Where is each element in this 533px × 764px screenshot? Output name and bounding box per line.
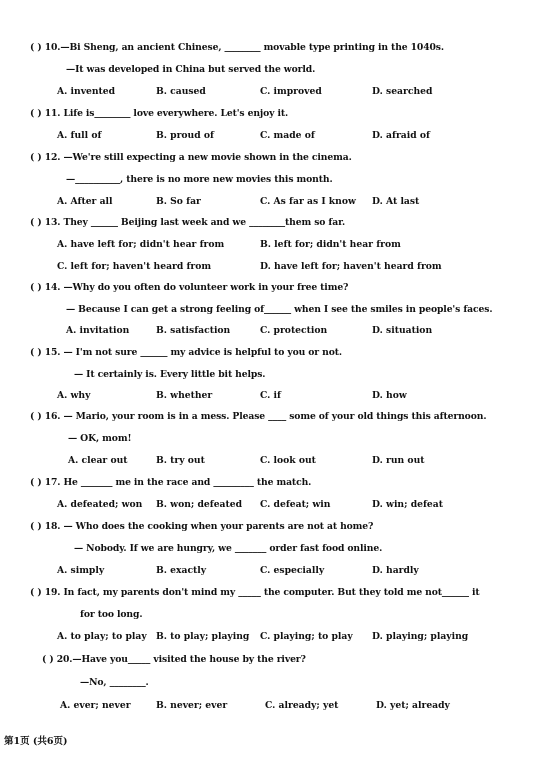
question-line: —__________, there is no more new movies this month. xyxy=(66,174,333,185)
option-c[interactable]: C. left for; haven't heard from xyxy=(57,261,212,272)
question-stem: ( ) 18. — Who does the cooking when your parents are not at home? xyxy=(30,521,374,532)
option-c[interactable]: C. playing; to play xyxy=(260,631,353,642)
question-stem: ( ) 12. —We're still expecting a new movie shown in the cinema. xyxy=(30,152,352,163)
option-c[interactable]: C. if xyxy=(260,390,281,401)
option-d[interactable]: D. playing; playing xyxy=(372,631,469,642)
option-a[interactable]: A. have left for; didn't hear from xyxy=(57,239,225,250)
question-stem: ( ) 13. They ______ Beijing last week and we ________them so far. xyxy=(30,217,346,228)
question-stem: ( ) 10.—Bi Sheng, an ancient Chinese, ________ movable type printing in the 1040s. xyxy=(30,42,444,53)
question-stem: ( ) 14. —Why do you often do volunteer work in your free time? xyxy=(30,282,349,293)
question-stem: ( ) 19. In fact, my parents don't mind my _____ the computer. But they told me not______ it xyxy=(30,587,480,598)
option-d[interactable]: D. situation xyxy=(372,325,433,336)
option-b[interactable]: B. to play; playing xyxy=(156,631,250,642)
option-c[interactable]: C. look out xyxy=(260,455,316,466)
option-a[interactable]: A. invitation xyxy=(66,325,130,336)
option-d[interactable]: D. yet; already xyxy=(376,700,450,711)
question-stem: ( ) 20.—Have you_____ visited the house by the river? xyxy=(42,654,306,665)
page-number: 第1页 (共6页) xyxy=(4,736,68,747)
option-c[interactable]: C. already; yet xyxy=(265,700,339,711)
option-b[interactable]: B. proud of xyxy=(156,130,214,141)
question-line: —It was developed in China but served the world. xyxy=(66,64,316,75)
option-d[interactable]: D. how xyxy=(372,390,407,401)
option-b[interactable]: B. whether xyxy=(156,390,213,401)
option-a[interactable]: A. invented xyxy=(57,86,116,97)
option-b[interactable]: B. So far xyxy=(156,196,201,207)
question-line: — It certainly is. Every little bit helps. xyxy=(74,369,266,380)
option-d[interactable]: D. win; defeat xyxy=(372,499,443,510)
option-d[interactable]: D. have left for; haven't heard from xyxy=(260,261,442,272)
option-a[interactable]: A. simply xyxy=(57,565,105,576)
option-d[interactable]: D. afraid of xyxy=(372,130,430,141)
option-a[interactable]: A. ever; never xyxy=(60,700,131,711)
question-stem: ( ) 16. — Mario, your room is in a mess. Please ____ some of your old things this afternoon. xyxy=(30,411,487,422)
option-b[interactable]: B. caused xyxy=(156,86,206,97)
question-stem: ( ) 17. He _______ me in the race and _________ the match. xyxy=(30,477,312,488)
option-d[interactable]: D. hardly xyxy=(372,565,419,576)
option-c[interactable]: C. defeat; win xyxy=(260,499,331,510)
option-d[interactable]: D. run out xyxy=(372,455,425,466)
option-a[interactable]: A. why xyxy=(57,390,91,401)
option-c[interactable]: C. As far as I know xyxy=(260,196,356,207)
option-b[interactable]: B. exactly xyxy=(156,565,207,576)
option-c[interactable]: C. especially xyxy=(260,565,325,576)
question-line: — Because I can get a strong feeling of______ when I see the smiles in people's faces. xyxy=(66,304,493,315)
question-stem: ( ) 11. Life is________ love everywhere. Let's enjoy it. xyxy=(30,108,289,119)
option-b[interactable]: B. try out xyxy=(156,455,205,466)
option-c[interactable]: C. improved xyxy=(260,86,322,97)
option-b[interactable]: B. never; ever xyxy=(156,700,228,711)
question-line: for too long. xyxy=(80,609,143,620)
option-a[interactable]: A. defeated; won xyxy=(57,499,143,510)
option-b[interactable]: B. won; defeated xyxy=(156,499,243,510)
question-line: — OK, mom! xyxy=(68,433,132,444)
option-d[interactable]: D. At last xyxy=(372,196,420,207)
option-d[interactable]: D. searched xyxy=(372,86,433,97)
option-a[interactable]: A. clear out xyxy=(68,455,128,466)
question-stem: ( ) 15. — I'm not sure ______ my advice is helpful to you or not. xyxy=(30,347,342,358)
question-line: —No, ________. xyxy=(80,677,149,688)
option-c[interactable]: C. made of xyxy=(260,130,315,141)
option-a[interactable]: A. After all xyxy=(57,196,113,207)
question-line: — Nobody. If we are hungry, we _______ order fast food online. xyxy=(74,543,383,554)
option-b[interactable]: B. satisfaction xyxy=(156,325,231,336)
option-a[interactable]: A. full of xyxy=(57,130,102,141)
option-c[interactable]: C. protection xyxy=(260,325,328,336)
option-b[interactable]: B. left for; didn't hear from xyxy=(260,239,401,250)
option-a[interactable]: A. to play; to play xyxy=(57,631,147,642)
